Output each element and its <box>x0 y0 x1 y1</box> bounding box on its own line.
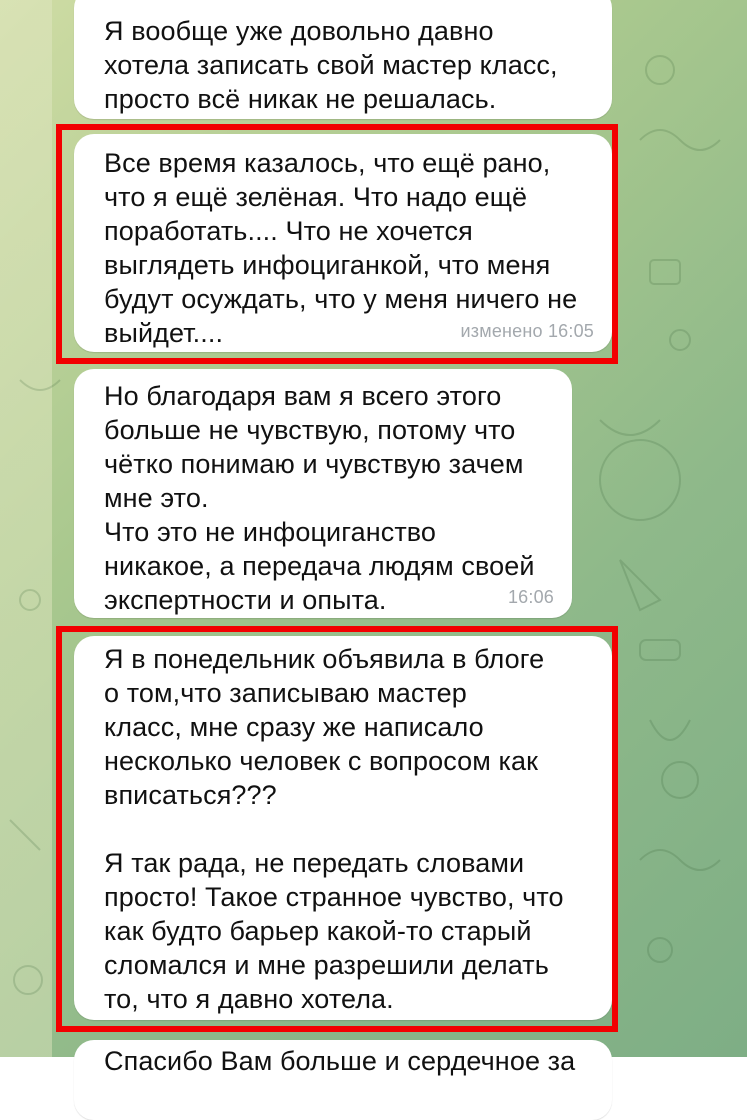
message-text: Я в понедельник объявила в блоге о том,что записываю мастер класс, мне сразу же написало несколько человек с вопросом как вписаться??? Я так рада, не передать словами просто! Такое странное чувство, что как будто барьер какой-то старый сломался и мне разрешили делать то, что я давно хотела. <box>104 644 564 1014</box>
message-text: Я вообще уже довольно давно хотела записать свой мастер класс, просто всё никак не решалась. <box>104 16 558 114</box>
message-text: Но благодаря вам я всего этого больше не чувствую, потому что чётко понимаю и чувствую зачем мне это. Что это не инфоциганство никакое, а передача людям своей экспертности и опыта. <box>104 381 535 615</box>
message-text: Все время казалось, что ещё рано, что я ещё зелёная. Что надо ещё поработать.... Что не хочется выглядеть инфоциганкой, что меня будут осуждать, что у меня ничего не выйдет.... <box>104 148 578 348</box>
message-bubble-2[interactable] <box>74 134 612 352</box>
message-text: Спасибо Вам больше и сердечное за <box>104 1046 576 1076</box>
message-bubble-5[interactable] <box>74 1040 612 1120</box>
edited-timestamp: изменено 16:05 <box>460 321 594 341</box>
message-bubble-1[interactable] <box>74 0 612 119</box>
message-bubble-4[interactable] <box>74 636 612 1020</box>
message-bubble-3[interactable] <box>74 369 572 618</box>
message-timestamp: 16:06 <box>507 587 554 607</box>
